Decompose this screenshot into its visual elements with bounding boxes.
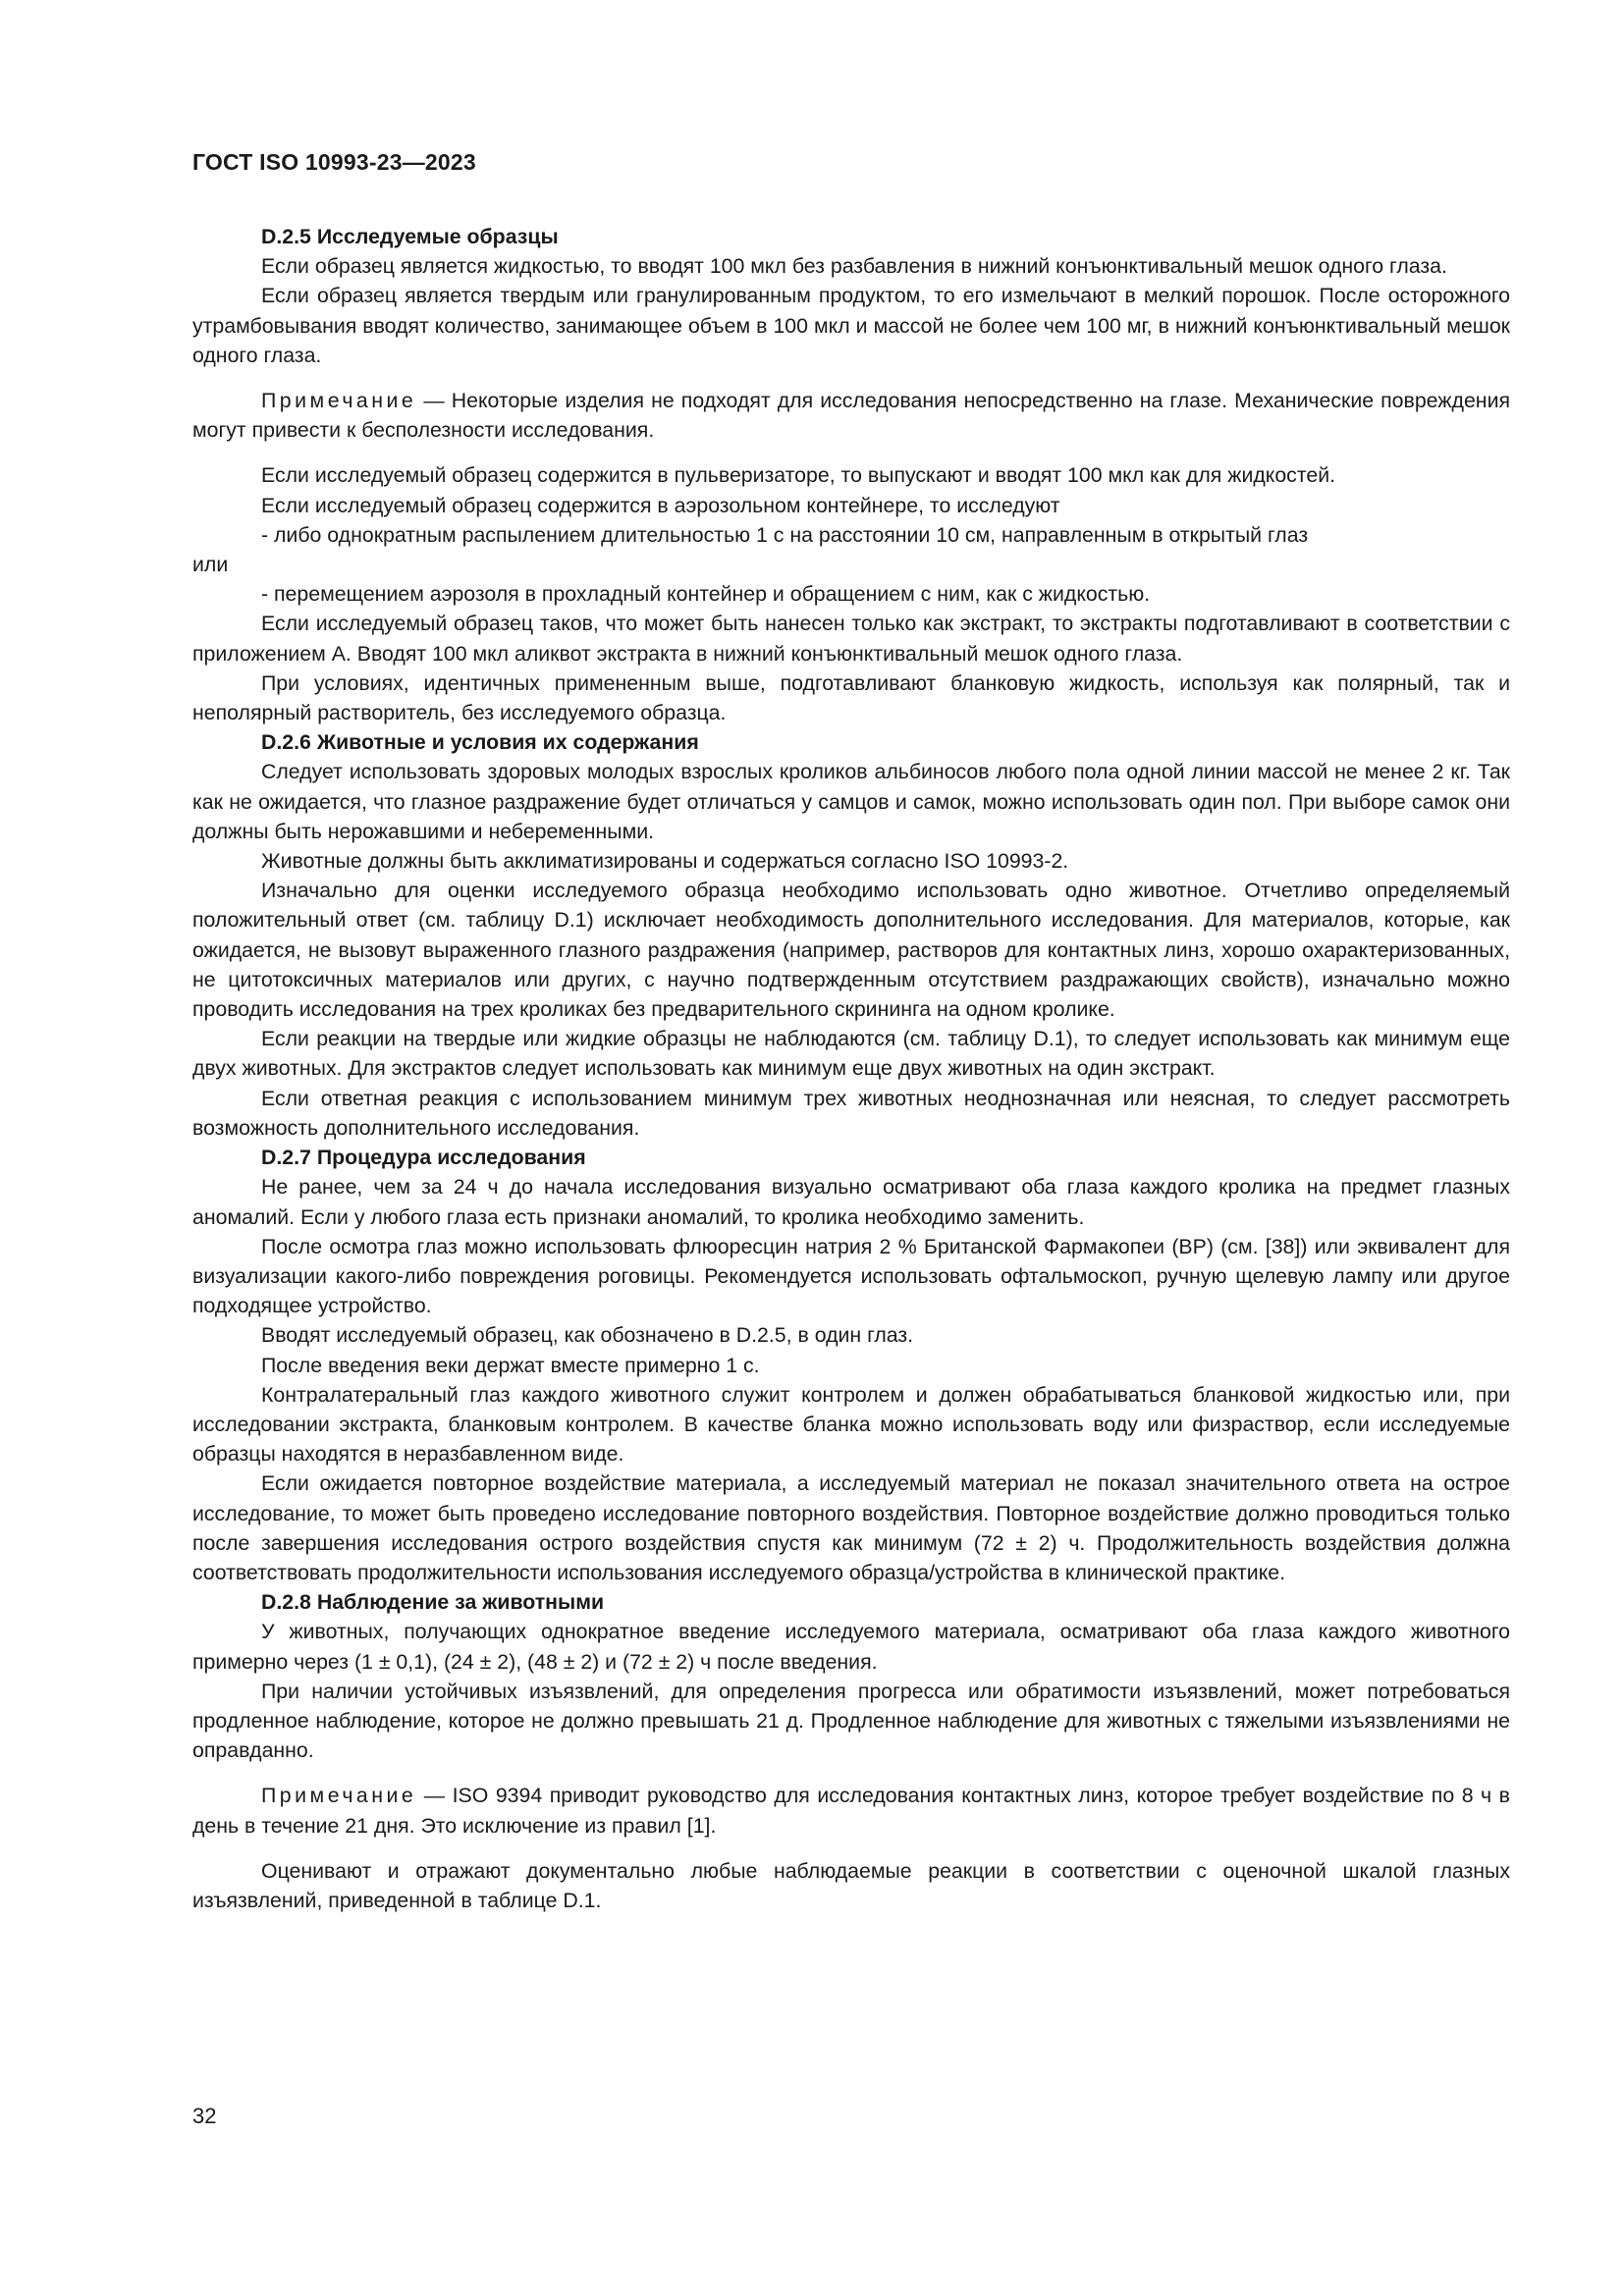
paragraph: Животные должны быть акклиматизированы и содержаться согласно ISO 10993-2.: [261, 849, 1069, 874]
note-label: Примечание: [261, 1784, 417, 1808]
conjunction-text: или: [192, 553, 229, 577]
section-heading-d26: D.2.6 Животные и условия их содержания: [261, 730, 699, 755]
paragraph: Если образец является жидкостью, то вводят 100 мкл без разбавления в нижний конъюнктивальный мешок одного глаза.: [261, 254, 1447, 279]
note-text: — ISO 9394 приводит руководство для исследования контактных линз, которое требует воздействие по 8 ч в день в течение 21 дня. Это исключение из правил [1].: [192, 1784, 1510, 1838]
paragraph: У животных, получающих однократное введение исследуемого материала, осматривают оба глаза каждого животного примерно через (1 ± 0,1), (24 ± 2), (48 ± 2) и (72 ± 2) ч после введения.: [192, 1620, 1510, 1674]
note-paragraph: [192, 1781, 1510, 1840]
list-item: - либо однократным распылением длительностью 1 с на расстоянии 10 см, направленным в открытый глаз: [261, 522, 1309, 547]
section-heading-d25: D.2.5 Исследуемые образцы: [261, 225, 559, 248]
paragraph: После введения веки держат вместе примерно 1 с.: [261, 1353, 760, 1377]
paragraph: Если ожидается повторное воздействие материала, а исследуемый материал не показал значительного ответа на острое исследование, то может быть проведено исследование повторного воздействия. Повторное воздействие должно проводиться только после завершения исследования острого воздействия спустя как минимум (72 ± 2) ч. Продолжительность воздействия должна соответствовать продолжительности использования исследуемого образца/устройства в клинической практике.: [192, 1471, 1510, 1584]
paragraph: После осмотра глаз можно использовать флюоресцин натрия 2 % Британской Фармакопеи (BP) (см. [38]) или эквивалент для визуализации какого-либо повреждения роговицы. Рекомендуется использовать офтальмоскоп, ручную щелевую лампу или другое подходящее устройство.: [192, 1234, 1510, 1318]
note-text: — Некоторые изделия не подходят для исследования непосредственно на глазе. Механические повреждения могут привести к бесполезности исследования.: [192, 389, 1510, 443]
paragraph: Если исследуемый образец содержится в аэрозольном контейнере, то исследуют: [261, 493, 1060, 517]
document-header: ГОСТ ISO 10993-23—2023: [192, 149, 476, 175]
section-heading-d28: D.2.8 Наблюдение за животными: [261, 1590, 605, 1615]
section-heading-d27: D.2.7 Процедура исследования: [261, 1146, 586, 1170]
paragraph: При наличии устойчивых изъязвлений, для определения прогресса или обратимости изъязвлений, может потребоваться продленное наблюдение, которое не должно превышать 21 д. Продленное наблюдение для животных с тяжелыми изъязвлениями не оправданно.: [192, 1679, 1510, 1763]
paragraph: Контралатеральный глаз каждого животного служит контролем и должен обрабатываться бланковой жидкостью или, при исследовании экстракта, бланковым контролем. В качестве бланка можно использовать воду или физраствор, если исследуемые образцы находятся в неразбавленном виде.: [192, 1382, 1510, 1467]
note-paragraph: [192, 386, 1510, 445]
list-item: - перемещением аэрозоля в прохладный контейнер и обращением с ним, как с жидкостью.: [261, 582, 1151, 607]
paragraph: Оценивают и отражают документально любые наблюдаемые реакции в соответствии с оценочной шкалой глазных изъязвлений, приведенной в таблице D.1.: [192, 1858, 1510, 1912]
paragraph: Если исследуемый образец содержится в пульверизаторе, то выпускают и вводят 100 мкл как для жидкостей.: [261, 463, 1336, 488]
paragraph: Вводят исследуемый образец, как обозначено в D.2.5, в один глаз.: [261, 1323, 914, 1348]
page-number: 32: [192, 2104, 217, 2128]
paragraph: При условиях, идентичных примененным выше, подготавливают бланковую жидкость, используя как полярный, так и неполярный растворитель, без исследуемого образца.: [192, 670, 1510, 725]
document-body: [192, 222, 1510, 1915]
paragraph: Если образец является твердым или гранулированным продуктом, то его измельчают в мелкий порошок. После осторожного утрамбовывания вводят количество, занимающее объем в 100 мкл и массой не более чем 100 мг, в нижний конъюнктивальный мешок одного глаза.: [192, 284, 1510, 367]
paragraph: Если исследуемый образец таков, что может быть нанесен только как экстракт, то экстракты подготавливают в соответствии с приложением A. Вводят 100 мкл аликвот экстракта в нижний конъюнктивальный мешок одного глаза.: [192, 612, 1510, 666]
paragraph: Если реакции на твердые или жидкие образцы не наблюдаются (см. таблицу D.1), то следует использовать как минимум еще двух животных. Для экстрактов следует использовать как минимум еще двух животных на один экстракт.: [192, 1027, 1510, 1081]
paragraph: Не ранее, чем за 24 ч до начала исследования визуально осматривают оба глаза каждого кролика на предмет глазных аномалий. Если у любого глаза есть признаки аномалий, то кролика необходимо заменить.: [192, 1175, 1510, 1229]
paragraph: Следует использовать здоровых молодых взрослых кроликов альбиносов любого пола одной линии массой не менее 2 кг. Так как не ожидается, что глазное раздражение будет отличаться у самцов и самок, можно использовать один пол. При выборе самок они должны быть нерожавшими и небеременными.: [192, 760, 1510, 843]
paragraph: Если ответная реакция с использованием минимум трех животных неоднозначная или неясная, то следует рассмотреть возможность дополнительного исследования.: [192, 1086, 1510, 1140]
note-label: Примечание: [261, 389, 417, 413]
paragraph: Изначально для оценки исследуемого образца необходимо использовать одно животное. Отчетливо определяемый положительный ответ (см. таблицу D.1) исключает необходимость дополнительного исследования. Для материалов, которые, как ожидается, не вызовут выраженного глазного раздражения (например, растворов для контактных линз, хорошо охарактеризованных, не цитотоксичных материалов или других, с научно подтвержденным отсутствием раздражающих свойств), изначально можно проводить исследования на трех кроликах без предварительного скрининга на одном кролике.: [192, 879, 1510, 1022]
